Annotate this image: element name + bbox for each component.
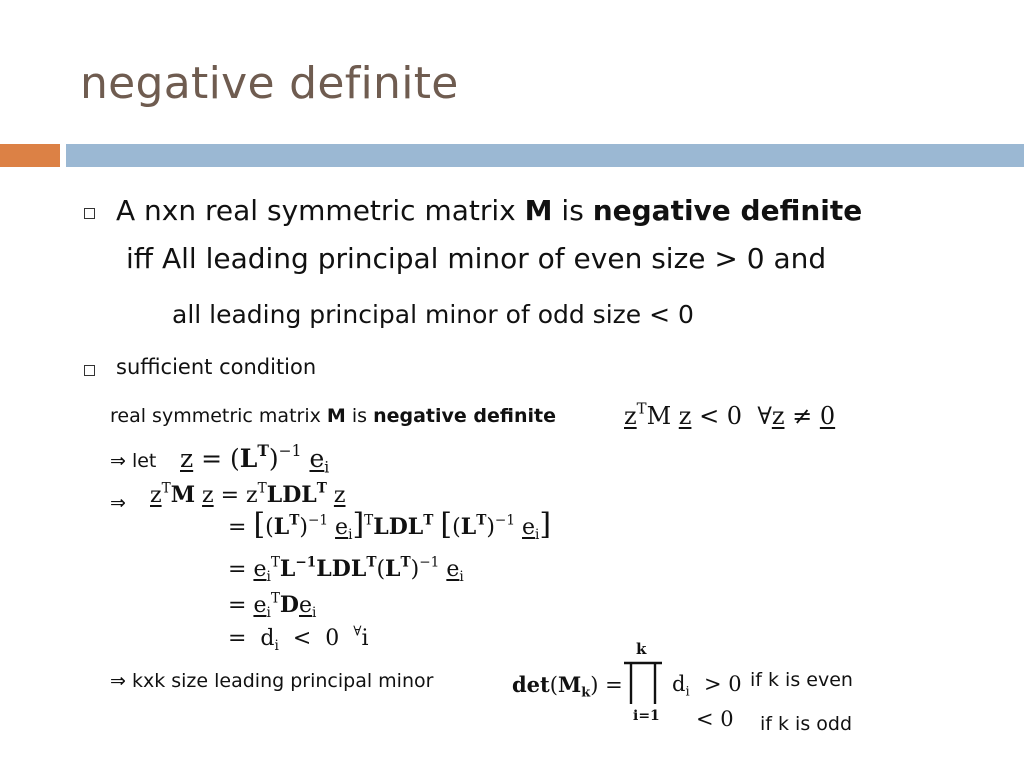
accent-bar-orange — [0, 144, 60, 167]
bullet1-line2: iff All leading principal minor of even size > 0 and — [126, 242, 827, 275]
product-upper-limit: k — [636, 640, 647, 658]
bullet2-label: sufficient condition — [116, 355, 317, 379]
equation-let-z: $z = (L^T)^{-1}$ $e_i$ — [180, 441, 330, 477]
sufficient-prefix: real symmetric matrix — [110, 405, 327, 427]
equation-step-1: $z^TM$ $z = z^TLDL^T$ z — [150, 480, 346, 508]
bullet1-is: is — [552, 194, 593, 227]
accent-bar-blue — [66, 144, 1024, 167]
equation-step-3: = $e_i^TL^{-1}LDL^T(L^T)^{-1}$ $e_i$ — [228, 554, 464, 585]
if-even-label: if k is even — [750, 669, 853, 691]
equation-step-2: = [$(L^T)^{-1}$ $e_i]^TLDL^T$ [$(L^T)^{-1}$ $e_i$] — [228, 507, 552, 543]
sufficient-term: negative definite — [373, 405, 556, 427]
sufficient-is: is — [345, 405, 374, 427]
let-label: ⇒ let — [110, 450, 157, 472]
product-lower-limit: i=1 — [633, 708, 660, 724]
equation-det: $\det(M_k)$ = — [512, 672, 623, 701]
kxk-label: ⇒ kxk size leading principal minor — [110, 670, 434, 692]
definition-term: negative definite — [592, 194, 863, 227]
bullet-square-icon — [84, 365, 95, 376]
derivation-arrow: ⇒ — [110, 492, 126, 514]
matrix-symbol: M — [326, 405, 346, 427]
matrix-symbol: M — [524, 194, 553, 227]
even-inequality: > 0 — [704, 672, 742, 696]
bullet1-line3: all leading principal minor of odd size < 0 — [172, 300, 694, 329]
odd-inequality: < 0 — [696, 707, 734, 731]
equation-step-4: = $e_i^TDe_i$ — [228, 590, 317, 621]
product-term: $d_i$ — [672, 672, 690, 700]
if-odd-label: if k is odd — [760, 713, 853, 735]
sufficient-line — [110, 405, 556, 427]
bullet-square-icon — [84, 208, 95, 219]
equation-step-5: = $d_i < 0$ ∀i — [228, 623, 369, 654]
product-symbol-icon — [622, 660, 664, 706]
bullet1-prefix: A nxn real symmetric matrix — [116, 194, 525, 227]
slide-title: negative definite — [80, 58, 459, 109]
bullet1-line1 — [116, 194, 862, 227]
equation-quadratic-form: $z^TM$ z < 0 ∀z ≠ 0 — [624, 399, 836, 430]
